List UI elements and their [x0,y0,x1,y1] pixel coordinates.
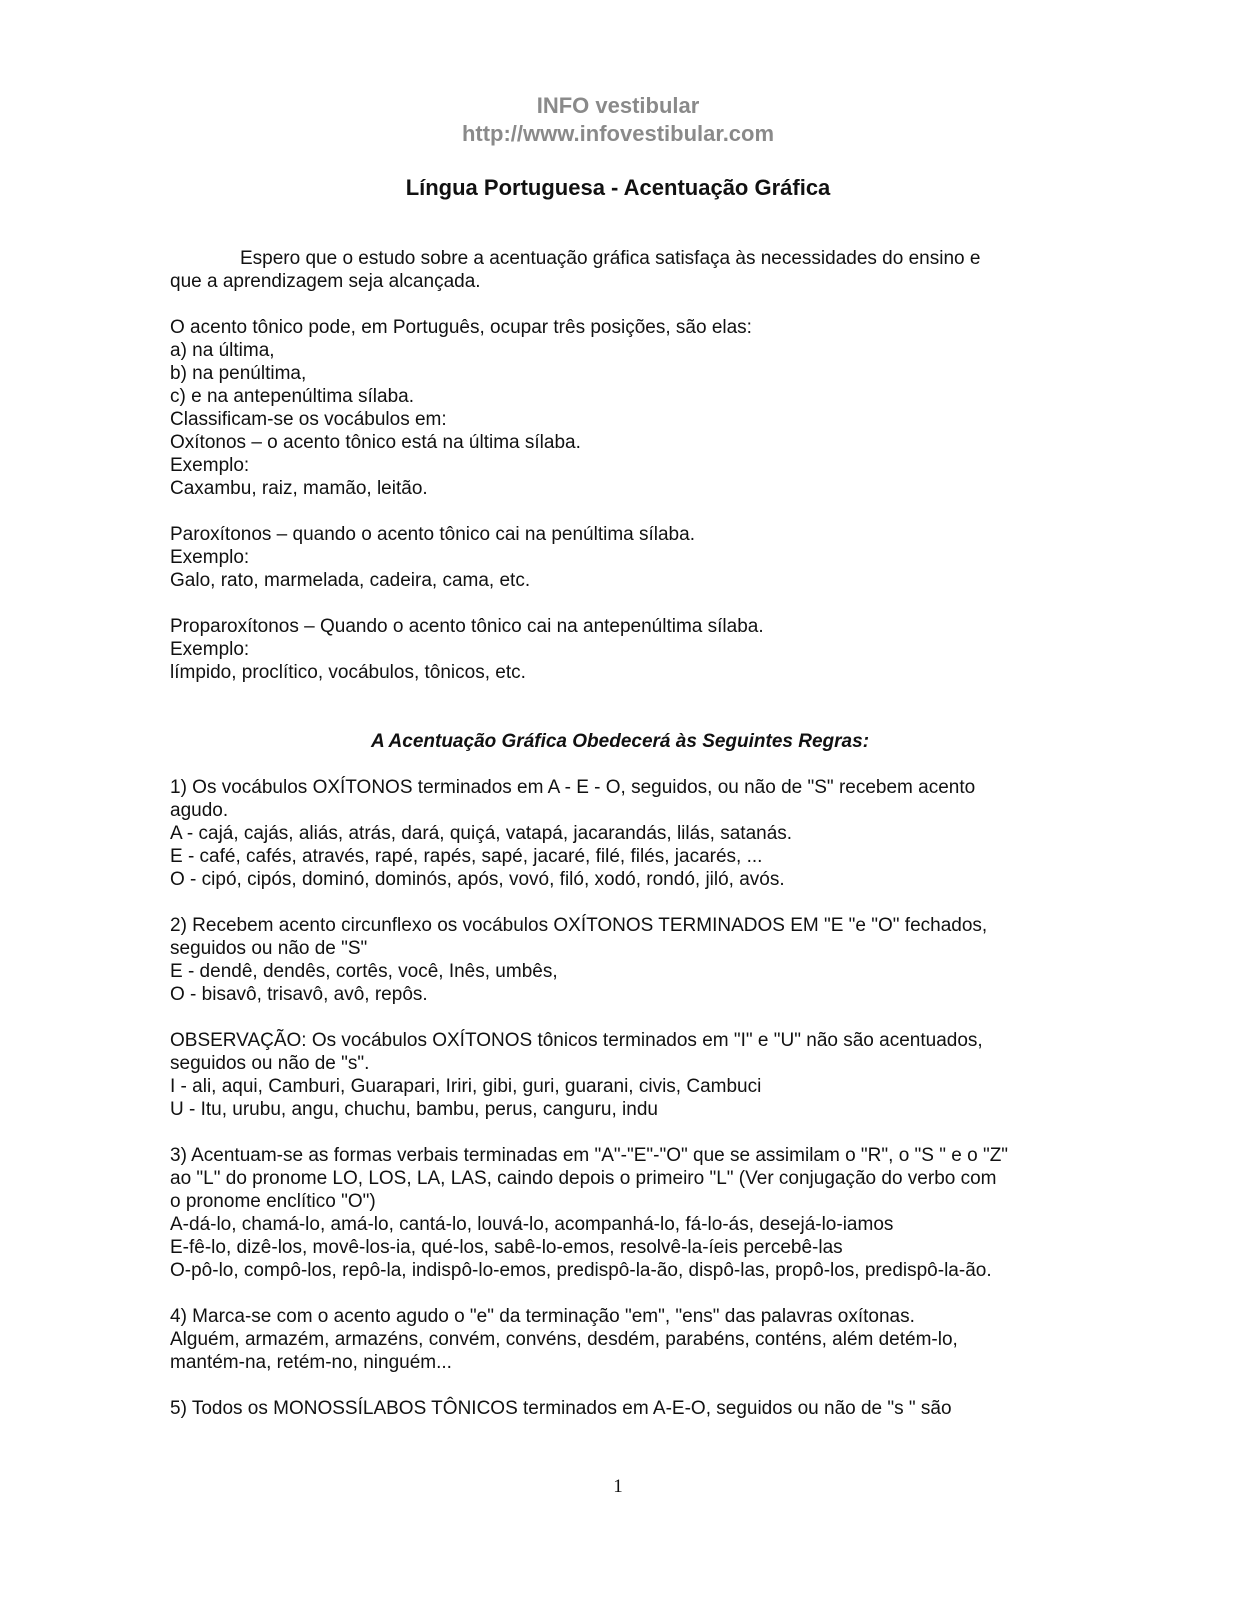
paroxytones-line: Galo, rato, marmelada, cadeira, cama, etc. [170,570,531,591]
site-name: INFO vestibular [536,93,700,118]
document-title: Língua Portuguesa - Acentuação Gráfica [405,175,831,200]
observation [170,1029,1070,1121]
rule-line: O - cipó, cipós, dominó, dominós, após, vovó, filó, xodó, rondó, jiló, avós. [170,869,785,890]
tonic-line: Oxítonos – o acento tônico está na última sílaba. [170,432,581,453]
intro-line: Espero que o estudo sobre a acentuação gráfica satisfaça às necessidades do ensino e [240,248,981,269]
tonic-line: O acento tônico pode, em Português, ocupar três posições, são elas: [170,317,752,338]
rule-line: agudo. [170,800,229,821]
proparoxytones-section [170,615,1070,684]
observation-line: U - Itu, urubu, angu, chuchu, bambu, perus, canguru, indu [170,1099,658,1120]
tonic-line: Classificam-se os vocábulos em: [170,409,447,430]
rule-line: Alguém, armazém, armazéns, convém, convéns, desdém, parabéns, conténs, além detém-lo, [170,1329,958,1350]
rule-line: ao "L" do pronome LO, LOS, LA, LAS, caindo depois o primeiro "L" (Ver conjugação do verbo com [170,1168,997,1189]
rule-line: o pronome enclítico "O") [170,1191,376,1212]
tonic-line: Caxambu, raiz, mamão, leitão. [170,478,428,499]
rule-line: O-pô-lo, compô-los, repô-la, indispô-lo-emos, predispô-la-ão, dispô-las, propô-los, predispô-la-ão. [170,1260,992,1281]
tonic-accent-section [170,316,1070,500]
paroxytones-line: Exemplo: [170,547,250,568]
rule-line: E-fê-lo, dizê-los, movê-los-ia, qué-los, sabê-lo-emos, resolvê-la-íeis percebê-las [170,1237,843,1258]
observation-line: seguidos ou não de "s". [170,1053,370,1074]
tonic-line: b) na penúltima, [170,363,307,384]
document-body [170,247,1070,1420]
rule-line: 5) Todos os MONOSSÍLABOS TÔNICOS terminados em A-E-O, seguidos ou não de "s " são [170,1398,952,1419]
rule-line: 4) Marca-se com o acento agudo o "e" da terminação "em", "ens" das palavras oxítonas. [170,1306,915,1327]
paroxytones-section [170,523,1070,592]
paroxytones-line: Paroxítonos – quando o acento tônico cai na penúltima sílaba. [170,524,695,545]
site-header [0,92,1236,148]
tonic-line: a) na última, [170,340,275,361]
intro-paragraph [170,247,1070,293]
rule-line: A - cajá, cajás, aliás, atrás, dará, quiçá, vatapá, jacarandás, lilás, satanás. [170,823,793,844]
rules-heading: A Acentuação Gráfica Obedecerá às Seguintes Regras: [370,731,870,752]
rule-line: 1) Os vocábulos OXÍTONOS terminados em A - E - O, seguidos, ou não de "S" recebem acento [170,777,976,798]
proparoxytones-line: límpido, proclítico, vocábulos, tônicos, etc. [170,662,526,683]
proparoxytones-line: Proparoxítonos – Quando o acento tônico cai na antepenúltima sílaba. [170,616,764,637]
site-url: http://www.infovestibular.com [461,121,775,146]
tonic-line: Exemplo: [170,455,250,476]
rule-5 [170,1397,1070,1420]
rule-line: A-dá-lo, chamá-lo, amá-lo, cantá-lo, louvá-lo, acompanhá-lo, fá-lo-ás, desejá-lo-iamos [170,1214,894,1235]
rule-line: 3) Acentuam-se as formas verbais terminadas em "A"-"E"-"O" que se assimilam o "R", o "S " e o "Z" [170,1145,1009,1166]
rule-4 [170,1305,1070,1374]
page-number: 1 [613,1476,623,1497]
rule-line: O - bisavô, trisavô, avô, repôs. [170,984,428,1005]
tonic-line: c) e na antepenúltima sílaba. [170,386,414,407]
rule-line: E - dendê, dendês, cortês, você, Inês, umbês, [170,961,558,982]
proparoxytones-line: Exemplo: [170,639,250,660]
rule-line: 2) Recebem acento circunflexo os vocábulos OXÍTONOS TERMINADOS EM "E "e "O" fechados, [170,915,988,936]
rule-line: seguidos ou não de "S" [170,938,368,959]
rule-2 [170,914,1070,1006]
rule-line: E - café, cafés, através, rapé, rapés, sapé, jacaré, filé, filés, jacarés, ... [170,846,763,867]
rule-line: mantém-na, retém-no, ninguém... [170,1352,452,1373]
rule-1 [170,776,1070,891]
observation-line: I - ali, aqui, Camburi, Guarapari, Iriri, gibi, guri, guarani, civis, Cambuci [170,1076,762,1097]
rule-3 [170,1144,1070,1282]
observation-line: OBSERVAÇÃO: Os vocábulos OXÍTONOS tônicos terminados em "I" e "U" não são acentuados, [170,1030,983,1051]
intro-line: que a aprendizagem seja alcançada. [170,271,481,292]
